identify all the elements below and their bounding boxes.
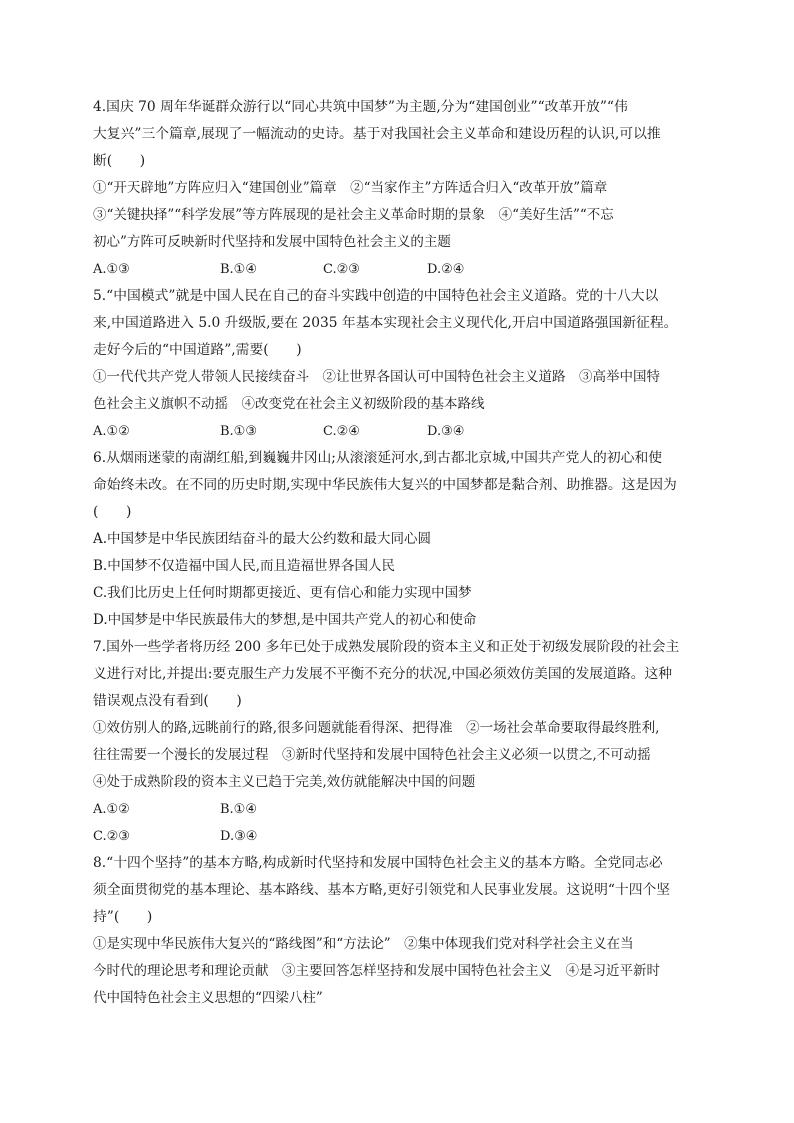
question-6-stem-line-2: 命始终未改。在不同的历史时期,实现中华民族伟大复兴的中国梦都是黏合剂、助推器。这是因为 [93,477,677,493]
question-5-choice-d[interactable]: D.③④ [427,424,465,439]
question-7-option-line-3: ④处于成熟阶段的资本主义已趋于完美,效仿就能解决中国的问题 [93,774,476,790]
question-8 [93,850,705,1012]
question-5 [93,283,705,445]
question-5-stem-line-1: 5.“中国模式”就是中国人民在自己的奋斗实践中创造的中国特色社会主义道路。党的十八大以 [93,288,659,304]
question-5-stem-line-3: 走好今后的“中国道路”,需要( ) [93,342,302,358]
question-4-option-line-2: ③“关键抉择”“科学发展”等方阵展现的是社会主义革命时期的景象 ④“美好生活”“不忘 [93,207,614,223]
question-5-choice-a[interactable]: A.①② [93,424,130,439]
question-4-stem-line-1: 4.国庆 70 周年华诞群众游行以“同心共筑中国梦”为主题,分为“建国创业”“改革开放”“伟 [93,99,628,115]
question-7-stem-line-3: 错误观点没有看到( ) [93,693,242,709]
question-5-choice-c[interactable]: C.②④ [323,424,360,439]
question-7-choices-row-2 [93,823,705,850]
question-4 [93,94,705,283]
question-6-choice-d[interactable]: D.中国梦是中华民族最伟大的梦想,是中国共产党人的初心和使命 [93,612,477,628]
question-8-stem-line-2: 须全面贯彻党的基本理论、基本路线、基本方略,更好引领党和人民事业发展。这说明“十四个坚 [93,882,671,898]
question-4-choice-b[interactable]: B.①④ [220,262,257,277]
question-4-option-line-1: ①“开天辟地”方阵应归入“建国创业”篇章 ②“当家作主”方阵适合归入“改革开放”篇章 [93,180,608,196]
question-7-option-line-2: 往往需要一个漫长的发展过程 ③新时代坚持和发展中国特色社会主义必须一以贯之,不可动摇 [93,747,651,763]
question-8-option-line-2: 今时代的理论思考和理论贡献 ③主要回答怎样坚持和发展中国特色社会主义 ④是习近平新时 [93,963,660,979]
question-8-option-line-1: ①是实现中华民族伟大复兴的“路线图”和“方法论” ②集中体现我们党对科学社会主义在当 [93,936,634,952]
question-6-stem-line-3: ( ) [93,504,132,520]
question-5-choices [93,418,705,445]
question-6-stem-line-1: 6.从烟雨迷蒙的南湖红船,到巍巍井冈山;从滚滚延河水,到古都北京城,中国共产党人的初心和使 [93,450,663,466]
question-8-option-line-3: 代中国特色社会主义思想的“四梁八柱” [93,990,323,1006]
question-5-stem-line-2: 来,中国道路进入 5.0 升级版,要在 2035 年基本实现社会主义现代化,开启中国道路强国新征程。 [93,315,678,331]
question-6-choice-a[interactable]: A.中国梦是中华民族团结奋斗的最大公约数和最大同心圆 [93,531,432,547]
question-4-choice-d[interactable]: D.②④ [427,262,465,277]
question-7-choice-b[interactable]: B.①④ [220,802,257,817]
question-6 [93,445,705,634]
question-6-choice-b[interactable]: B.中国梦不仅造福中国人民,而且造福世界各国人民 [93,558,396,574]
question-4-stem-line-2: 大复兴”三个篇章,展现了一幅流动的史诗。基于对我国社会主义革命和建设历程的认识,可以推 [93,126,661,142]
question-7-choice-a[interactable]: A.①② [93,802,130,817]
question-5-choice-b[interactable]: B.①③ [220,424,257,439]
question-7-stem-line-2: 义进行对比,并提出:要克服生产力发展不平衡不充分的状况,中国必须效仿美国的发展道路。这种 [93,666,673,682]
question-6-choice-c[interactable]: C.我们比历史上任何时期都更接近、更有信心和能力实现中国梦 [93,585,472,601]
question-5-option-line-1: ①一代代共产党人带领人民接续奋斗 ②让世界各国认可中国特色社会主义道路 ③高举中国特 [93,369,660,385]
question-7-option-line-1: ①效仿别人的路,远眺前行的路,很多问题就能看得深、把得准 ②一场社会革命要取得最终胜利, [93,720,660,736]
question-8-stem-line-3: 持”( ) [93,909,153,925]
question-7-stem-line-1: 7.国外一些学者将历经 200 多年已处于成熟发展阶段的资本主义和正处于初级发展阶段的社会主 [93,639,680,655]
question-4-choices [93,256,705,283]
question-7 [93,634,705,850]
question-list [93,94,705,1012]
question-5-option-line-2: 色社会主义旗帜不动摇 ④改变党在社会主义初级阶段的基本路线 [93,396,485,412]
question-7-choices-row-1 [93,796,705,823]
question-7-choice-c[interactable]: C.②③ [93,829,130,844]
question-8-stem-line-1: 8.“十四个坚持”的基本方略,构成新时代坚持和发展中国特色社会主义的基本方略。全党同志必 [93,855,663,871]
question-4-stem-line-3: 断( ) [93,153,146,169]
question-7-choice-d[interactable]: D.③④ [220,829,258,844]
question-4-option-line-3: 初心”方阵可反映新时代坚持和发展中国特色社会主义的主题 [93,234,451,250]
question-4-choice-a[interactable]: A.①③ [93,262,130,277]
question-4-choice-c[interactable]: C.②③ [323,262,360,277]
